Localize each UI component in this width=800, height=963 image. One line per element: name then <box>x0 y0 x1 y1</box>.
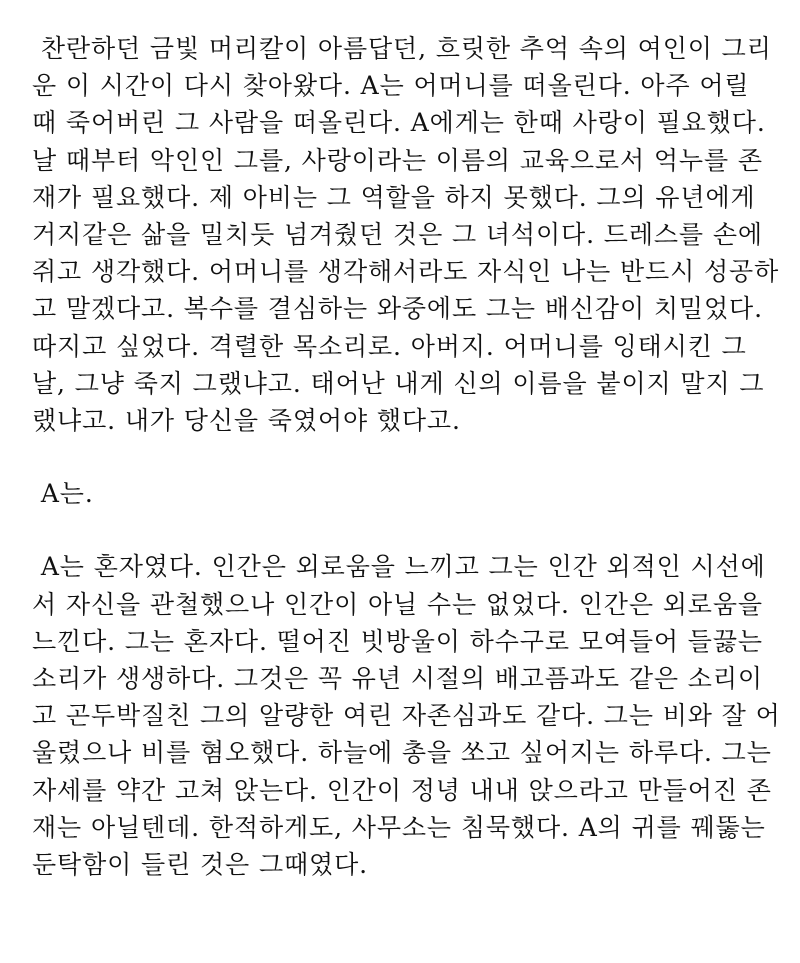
paragraph-2 <box>32 475 778 512</box>
text-line: 거지같은 삶을 밀치듯 넘겨줬던 것은 그 녀석이다. 드레스를 손에 <box>32 220 763 250</box>
text-line: 재가 필요했다. 제 아비는 그 역할을 하지 못했다. 그의 유년에게 <box>32 182 756 212</box>
text-line: 때 죽어버린 그 사람을 떠올린다. A에게는 한때 사랑이 필요했다. <box>32 108 766 138</box>
text-line: 찬란하던 금빛 머리칼이 아름답던, 흐릿한 추억 속의 여인이 그리 <box>32 34 772 63</box>
paragraph-1 <box>32 30 778 439</box>
text-line: 고 말겠다고. 복수를 결심하는 와중에도 그는 배신감이 치밀었다. <box>32 294 763 324</box>
text-line: 쥐고 생각했다. 어머니를 생각해서라도 자식인 나는 반드시 성공하 <box>32 257 780 287</box>
text-line: 랬냐고. 내가 당신을 죽였어야 했다고. <box>32 406 461 436</box>
text-line: 고 곤두박질친 그의 알량한 여린 자존심과도 같다. 그는 비와 잘 어 <box>32 701 781 731</box>
text-line: 울렸으나 비를 혐오했다. 하늘에 총을 쏘고 싶어지는 하루다. 그는 <box>32 738 772 768</box>
text-line: A는. <box>32 479 94 509</box>
paragraph-3 <box>32 548 781 883</box>
text-line: 둔탁함이 들린 것은 그때였다. <box>32 850 368 880</box>
text-line: 서 자신을 관철했으나 인간이 아닐 수는 없었다. 인간은 외로움을 <box>32 589 763 619</box>
text-line: A는 혼자였다. 인간은 외로움을 느끼고 그는 인간 외적인 시선에 <box>32 552 766 582</box>
text-line: 느낀다. 그는 혼자다. 떨어진 빗방울이 하수구로 모여들어 들끓는 <box>32 626 763 656</box>
text-line: 재는 아닐텐데. 한적하게도, 사무소는 침묵했다. A의 귀를 꿰뚫는 <box>32 812 766 842</box>
text-line: 운 이 시간이 다시 찾아왔다. A는 어머니를 떠올린다. 아주 어릴 <box>32 71 750 101</box>
text-line: 소리가 생생하다. 그것은 꼭 유년 시절의 배고픔과도 같은 소리이 <box>32 664 763 694</box>
text-line: 날, 그냥 죽지 그랬냐고. 태어난 내게 신의 이름을 붙이지 말지 그 <box>32 368 765 398</box>
text-line: 자세를 약간 고쳐 앉는다. 인간이 정녕 내내 앉으라고 만들어진 존 <box>32 775 772 805</box>
paragraph-spacer <box>32 439 778 475</box>
text-line: 따지고 싶었다. 격렬한 목소리로. 아버지. 어머니를 잉태시킨 그 <box>32 331 747 361</box>
text-line: 날 때부터 악인인 그를, 사랑이라는 이름의 교육으로서 억누를 존 <box>32 145 763 175</box>
paragraph-spacer <box>32 512 778 548</box>
